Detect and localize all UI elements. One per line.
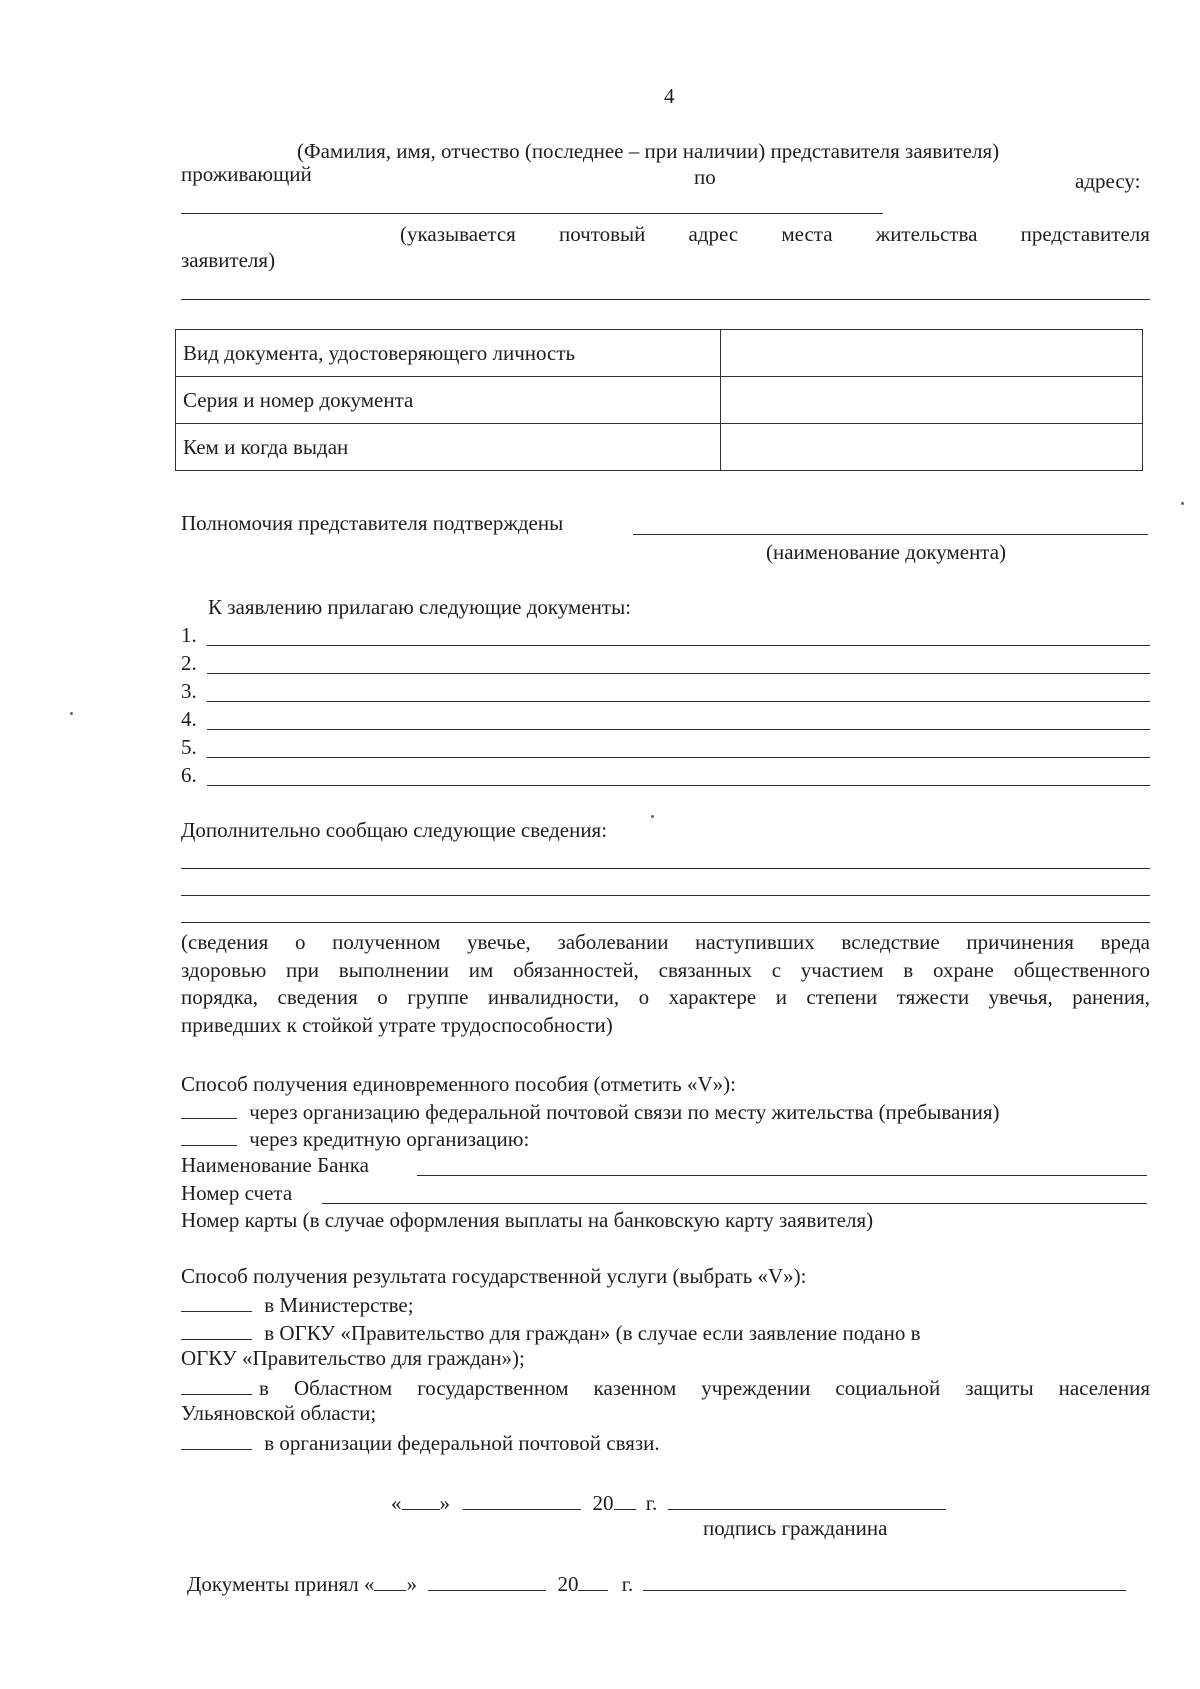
payment-heading: Способ получения единовременного пособия (отметить «V»): (181, 1072, 736, 1096)
address-caption-word: почтовый (558, 222, 646, 246)
bank-name-label: Наименование Банка (181, 1153, 369, 1177)
table-row (176, 424, 1143, 471)
result-option (181, 1376, 1150, 1399)
table-value-cell[interactable] (721, 330, 1143, 377)
table-label: Серия и номер документа (176, 377, 721, 424)
quote-open: « (391, 1491, 402, 1515)
address-caption-word: (указывается (400, 222, 516, 246)
attachment-number: 6. (181, 763, 197, 787)
payment-option-label: через кредитную организацию: (249, 1127, 530, 1151)
additional-blank-line[interactable] (181, 868, 1150, 869)
additional-blank-line[interactable] (181, 895, 1150, 896)
caption-line: (сведения о полученном увечье, заболевании наступивших вследствие причинения вреда (181, 930, 1150, 954)
quote-close: » (439, 1491, 450, 1515)
day-blank[interactable] (374, 1572, 406, 1591)
attachments-heading: К заявлению прилагаю следующие документы: (208, 595, 632, 619)
fio-caption: (Фамилия, имя, отчество (последнее – при наличии) представителя заявителя) (297, 139, 1000, 163)
year-suffix: г. (645, 1491, 658, 1515)
received-signature-blank[interactable] (643, 1572, 1126, 1591)
checkbox-blank[interactable] (181, 1376, 252, 1395)
address-blank-line[interactable] (181, 213, 883, 214)
address-caption-word: места (781, 222, 833, 246)
result-option-label: в ОГКУ «Правительство для граждан» (в случае если заявление подано в (264, 1321, 921, 1345)
signature-blank[interactable] (668, 1491, 946, 1510)
year-suffix: г. (621, 1572, 634, 1596)
result-option (181, 1321, 921, 1344)
address-caption-tail: заявителя) (181, 248, 276, 272)
result-option-continuation: Ульяновской области; (181, 1401, 377, 1425)
checkbox-blank[interactable] (181, 1293, 252, 1312)
checkbox-blank[interactable] (181, 1431, 252, 1450)
authority-caption: (наименование документа) (766, 540, 1007, 564)
result-option (181, 1431, 660, 1454)
quote-close: » (406, 1572, 417, 1596)
address-caption (400, 224, 1150, 245)
day-blank[interactable] (402, 1491, 440, 1510)
caption-line: порядка, сведения о группе инвалидности, о характере и степени тяжести увечья, ранения, (181, 985, 1150, 1009)
table-row (176, 377, 1143, 424)
attachment-number: 4. (181, 707, 197, 731)
attachment-blank-line[interactable] (207, 673, 1150, 674)
address-caption-word: жительства (875, 222, 978, 246)
authority-blank-line[interactable] (633, 534, 1148, 535)
caption-line: здоровью при выполнении им обязанностей, связанных с участием в охране общественного (181, 957, 1150, 982)
result-option-label: в Министерстве; (264, 1293, 414, 1317)
result-option-continuation: ОГКУ «Правительство для граждан»); (181, 1346, 525, 1370)
received-label: Документы принял « (187, 1572, 375, 1596)
additional-heading: Дополнительно сообщаю следующие сведения: (181, 818, 608, 842)
signature-caption: подпись гражданина (703, 1516, 888, 1540)
address-caption-word: представителя (1020, 222, 1150, 246)
address-intro-word: проживающий (181, 162, 312, 186)
authority-label: Полномочия представителя подтверждены (181, 511, 564, 535)
year-prefix: 20 (592, 1491, 614, 1515)
table-value-cell[interactable] (721, 377, 1143, 424)
card-number-label: Номер карты (в случае оформления выплаты на банковскую карту заявителя) (181, 1208, 874, 1232)
year-blank[interactable] (614, 1491, 636, 1510)
attachment-blank-line[interactable] (207, 729, 1150, 730)
payment-option (181, 1100, 1000, 1123)
caption-line: приведших к стойкой утрате трудоспособности) (181, 1012, 613, 1037)
scan-speck (70, 712, 73, 715)
bank-name-blank-line[interactable] (417, 1175, 1147, 1176)
address-intro-word: адресу: (1075, 169, 1141, 193)
received-line (187, 1572, 1126, 1595)
checkbox-blank[interactable] (181, 1100, 237, 1119)
result-option-label: в Областном государственном казенном учреждении социальной защиты населения (259, 1376, 1150, 1400)
attachment-number: 5. (181, 735, 197, 759)
address-blank-line-2[interactable] (181, 299, 1150, 300)
table-row (176, 330, 1143, 377)
result-option-label: в организации федеральной почтовой связи. (264, 1431, 660, 1455)
additional-caption (181, 929, 1150, 1039)
address-intro-word: по (694, 165, 716, 189)
attachment-number: 2. (181, 651, 197, 675)
result-heading: Способ получения результата государственной услуги (выбрать «V»): (181, 1264, 807, 1288)
table-value-cell[interactable] (721, 424, 1143, 471)
attachment-blank-line[interactable] (207, 757, 1150, 758)
result-option (181, 1293, 414, 1316)
month-blank[interactable] (463, 1491, 581, 1510)
additional-blank-line[interactable] (181, 922, 1150, 923)
page-number: 4 (664, 84, 675, 108)
attachment-blank-line[interactable] (207, 645, 1150, 646)
year-blank[interactable] (578, 1572, 608, 1591)
account-number-blank-line[interactable] (322, 1203, 1147, 1204)
scan-speck (1181, 502, 1184, 505)
signature-date-line (391, 1491, 946, 1514)
table-label: Кем и когда выдан (176, 424, 721, 471)
payment-option-label: через организацию федеральной почтовой связи по месту жительства (пребывания) (249, 1100, 1000, 1124)
id-document-table (175, 329, 1143, 471)
table-label: Вид документа, удостоверяющего личность (176, 330, 721, 377)
attachment-blank-line[interactable] (207, 785, 1150, 786)
address-caption-word: адрес (688, 222, 739, 246)
attachment-number: 1. (181, 623, 197, 647)
account-number-label: Номер счета (181, 1181, 293, 1205)
checkbox-blank[interactable] (181, 1127, 237, 1146)
year-prefix: 20 (557, 1572, 579, 1596)
attachment-number: 3. (181, 679, 197, 703)
checkbox-blank[interactable] (181, 1321, 252, 1340)
payment-option (181, 1127, 529, 1150)
month-blank[interactable] (428, 1572, 546, 1591)
scan-speck (651, 815, 654, 818)
attachment-blank-line[interactable] (207, 701, 1150, 702)
